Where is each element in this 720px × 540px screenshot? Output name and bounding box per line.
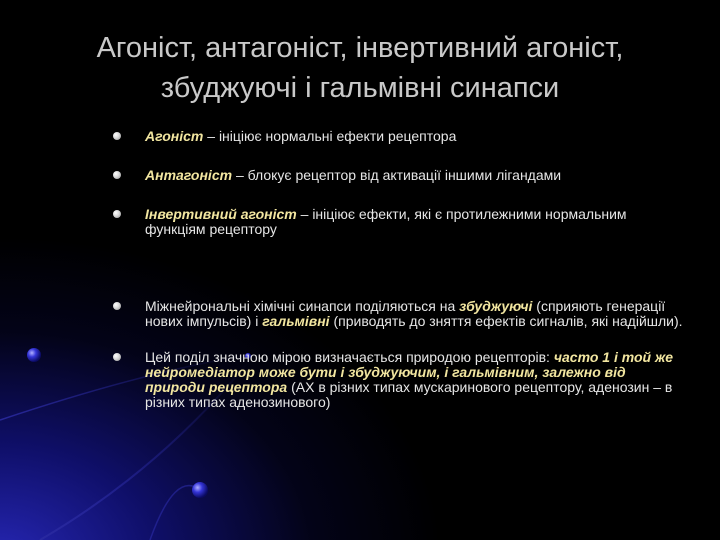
bullet-dot-icon xyxy=(113,353,121,361)
definition-agonist: – ініціює нормальні ефекти рецептора xyxy=(203,128,457,144)
decor-orb xyxy=(192,482,208,498)
bullet-text-part: (сприяють генерації нових імпульсів) і xyxy=(145,298,666,329)
bullet-text-part: Міжнейрональні хімічні синапси поділяються на xyxy=(145,298,460,314)
term-inverse-agonist: Інвертивний агоніст xyxy=(145,206,297,222)
term-excitatory: збуджуючі xyxy=(459,298,533,314)
bullet-dot-icon xyxy=(113,171,121,179)
title-line-1: Агоніст, антагоніст, інвертивний агоніст, xyxy=(96,32,624,64)
bullet-dot-icon xyxy=(113,210,121,218)
bullet-dot-icon xyxy=(113,302,121,310)
definition-inverse-agonist: – ініціює ефекти, які є протилежними нормальним функціям рецептору xyxy=(145,206,627,237)
slide-title xyxy=(40,28,680,108)
definition-antagonist: – блокує рецептор від активації іншими лігандами xyxy=(232,167,562,183)
term-inhibitory: гальмівні xyxy=(262,313,330,329)
decor-arc xyxy=(150,486,200,540)
bullet-text xyxy=(145,207,688,237)
term-agonist: Агоніст xyxy=(145,128,204,144)
title-line-2: збуджуючі і гальмівні синапси xyxy=(160,72,560,104)
bullet-text xyxy=(145,168,688,183)
bullet-text xyxy=(145,350,688,410)
decor-orb xyxy=(27,348,41,362)
term-antagonist: Антагоніст xyxy=(145,167,233,183)
highlighted-statement: часто 1 і той же нейромедіатор може бути і збуджуючим, і гальмівним, залежно від природи рецептора xyxy=(145,349,674,395)
bullet-text-part: (приводять до зняття ефектів сигналів, які надійшли). xyxy=(329,313,683,329)
bullet-text xyxy=(145,129,688,144)
bullet-text-part: (АХ в різних типах мускаринового рецептору, аденозин – в різних типах аденозинового) xyxy=(145,379,673,410)
bullet-text xyxy=(145,299,688,329)
bullet-dot-icon xyxy=(113,132,121,140)
bullet-text-part: Цей поділ значною мірою визначається природою рецепторів: xyxy=(145,349,554,365)
